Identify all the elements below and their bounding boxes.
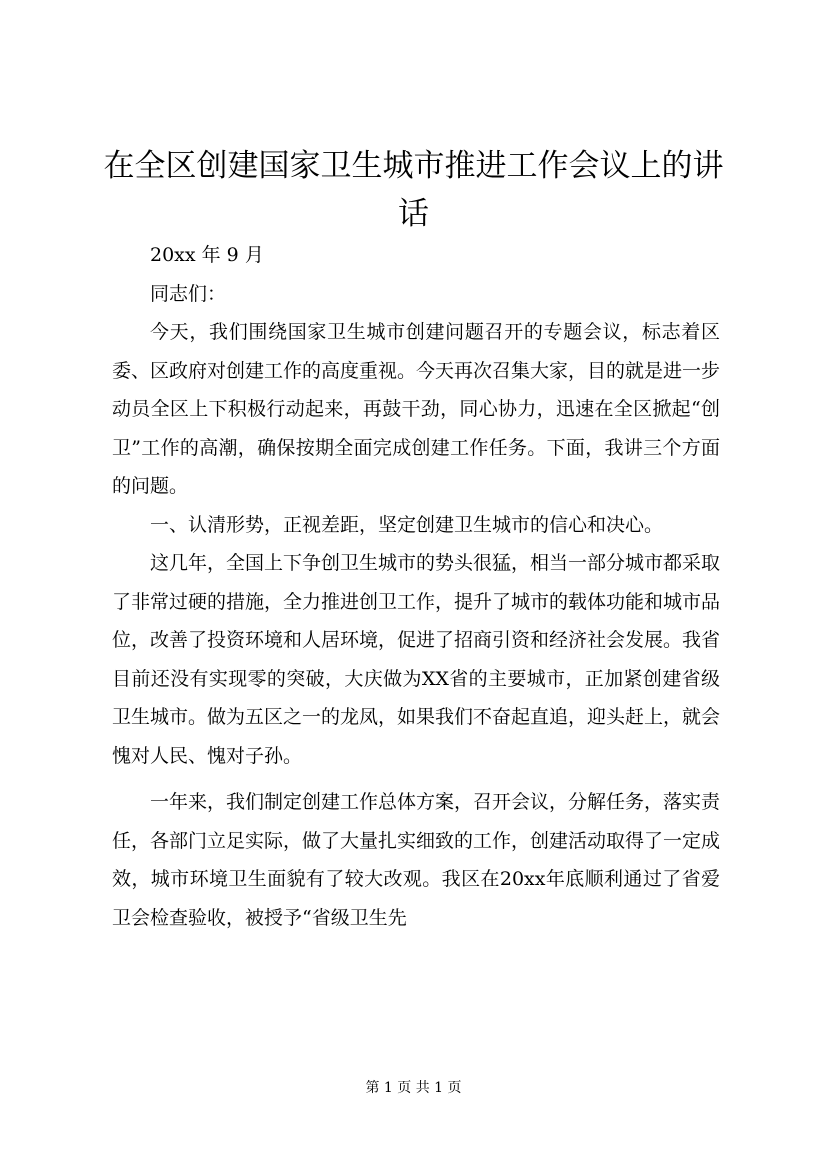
salutation: 同志们：: [150, 282, 227, 305]
page-footer: 第 1 页 共 1 页: [365, 1080, 462, 1096]
paragraph-progress: 一年来，我们制定创建工作总体方案，召开会议，分解任务，落实责任，各部门立足实际，做了大量扎实细致的工作，创建活动取得了一定成效，城市环境卫生面貌有了较大改观。我区在20xx年底顺利通过了省爱卫会检查验收，被授予“省级卫生先: [112, 791, 721, 929]
section-heading-1: 一、认清形势，正视差距，坚定创建卫生城市的信心和决心。: [150, 513, 664, 536]
date-line: 20xx 年 9 月: [150, 244, 264, 266]
document-body: [112, 236, 720, 937]
paragraph-situation: 这几年，全国上下争创卫生城市的势头很猛，相当一部分城市都采取了非常过硬的措施，全力推进创卫工作，提升了城市的载体功能和城市品位，改善了投资环境和人居环境，促进了招商引资和经济社会发展。我省目前还没有实现零的突破，大庆做为XX省的主要城市，正加紧创建省级卫生城市。做为五区之一的龙凤，如果我们不奋起直追，迎头赶上，就会愧对人民、愧对子孙。: [112, 552, 721, 767]
document-title: 在全区创建国家卫生城市推进工作会议上的讲话: [103, 148, 724, 232]
paragraph-intro: 今天，我们围绕国家卫生城市创建问题召开的专题会议，标志着区委、区政府对创建工作的高度重视。今天再次召集大家，目的就是进一步动员全区上下积极行动起来，再鼓干劲，同心协力，迅速在全区掀起“创卫”工作的高潮，确保按期全面完成创建工作任务。下面，我讲三个方面的问题。: [112, 321, 721, 497]
